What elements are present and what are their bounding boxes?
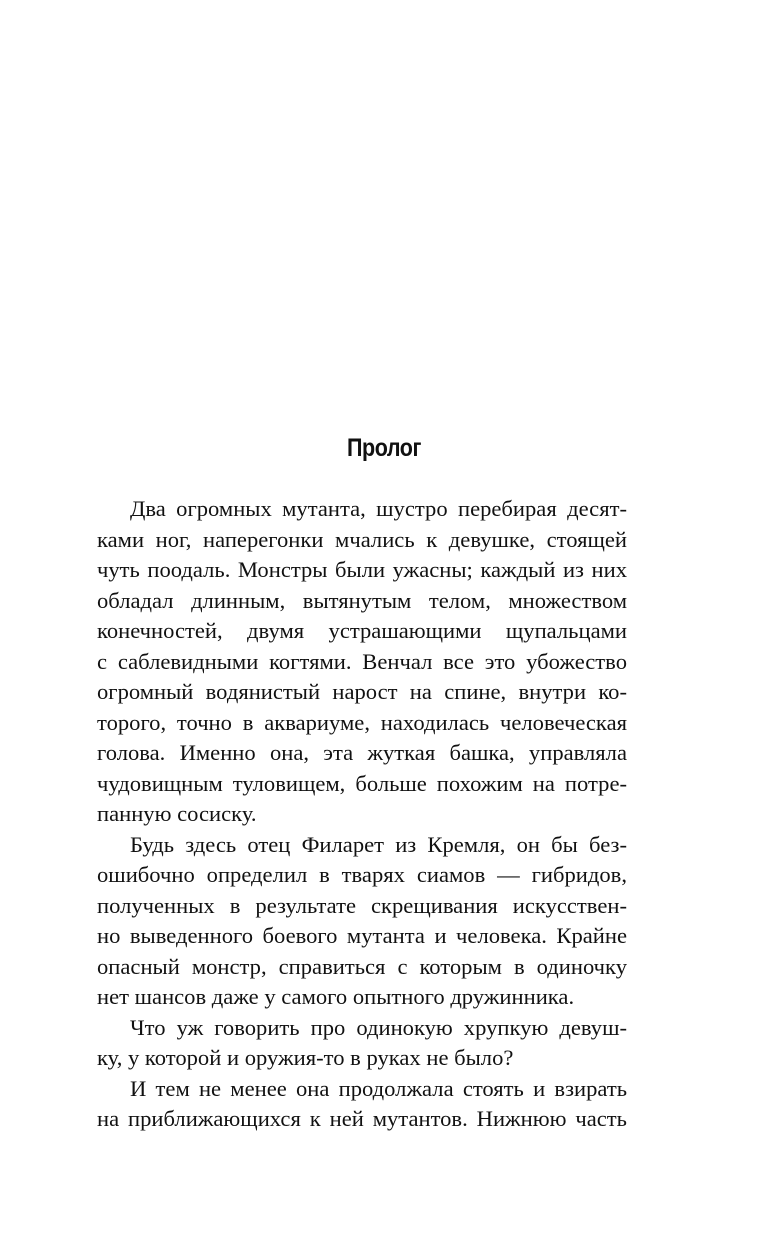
text-line: нет шансов даже у самого опытного дружинника.	[97, 984, 575, 1009]
body-text	[97, 494, 627, 1135]
text-line: чуть поодаль. Монстры были ужасны; каждый из них	[97, 557, 627, 582]
text-line: торого, точно в аквариуме, находилась человеческая	[97, 709, 627, 735]
text-line: Будь здесь отец Филарет из Кремля, он бы без-	[130, 831, 627, 857]
text-line: голова. Именно она, эта жуткая башка, управляла	[97, 740, 627, 765]
text-line: опасный монстр, справиться с которым в одиночку	[97, 953, 627, 979]
text-line: панную сосиску.	[97, 801, 257, 826]
text-line: Что уж говорить про одинокую хрупкую девуш-	[130, 1014, 627, 1040]
text-line: ками ног, наперегонки мчались к девушке, стоящей	[97, 526, 627, 552]
text-line: конечностей, двумя устрашающими щупальцами	[97, 618, 627, 643]
text-line: на приближающихся к ней мутантов. Нижнюю часть	[97, 1106, 627, 1131]
text-line: ошибочно определил в тварях сиамов — гибридов,	[97, 862, 627, 887]
text-line: обладал длинным, вытянутым телом, множеством	[97, 587, 627, 613]
text-line: но выведенного боевого мутанта и человека. Крайне	[97, 923, 627, 948]
text-line: чудовищным туловищем, больше похожим на потре-	[97, 770, 627, 796]
text-line: Два огромных мутанта, шустро перебирая десят-	[130, 496, 627, 521]
text-line: ку, у которой и оружия-то в руках не было?	[97, 1045, 514, 1070]
text-line: полученных в результате скрещивания искусствен-	[97, 892, 627, 918]
text-line: И тем не менее она продолжала стоять и взирать	[130, 1075, 627, 1101]
text-line: с саблевидными когтями. Венчал все это убожество	[97, 648, 627, 674]
text-line: огромный водянистый нарост на спине, внутри ко-	[97, 679, 627, 704]
chapter-title: Пролог	[346, 434, 422, 462]
